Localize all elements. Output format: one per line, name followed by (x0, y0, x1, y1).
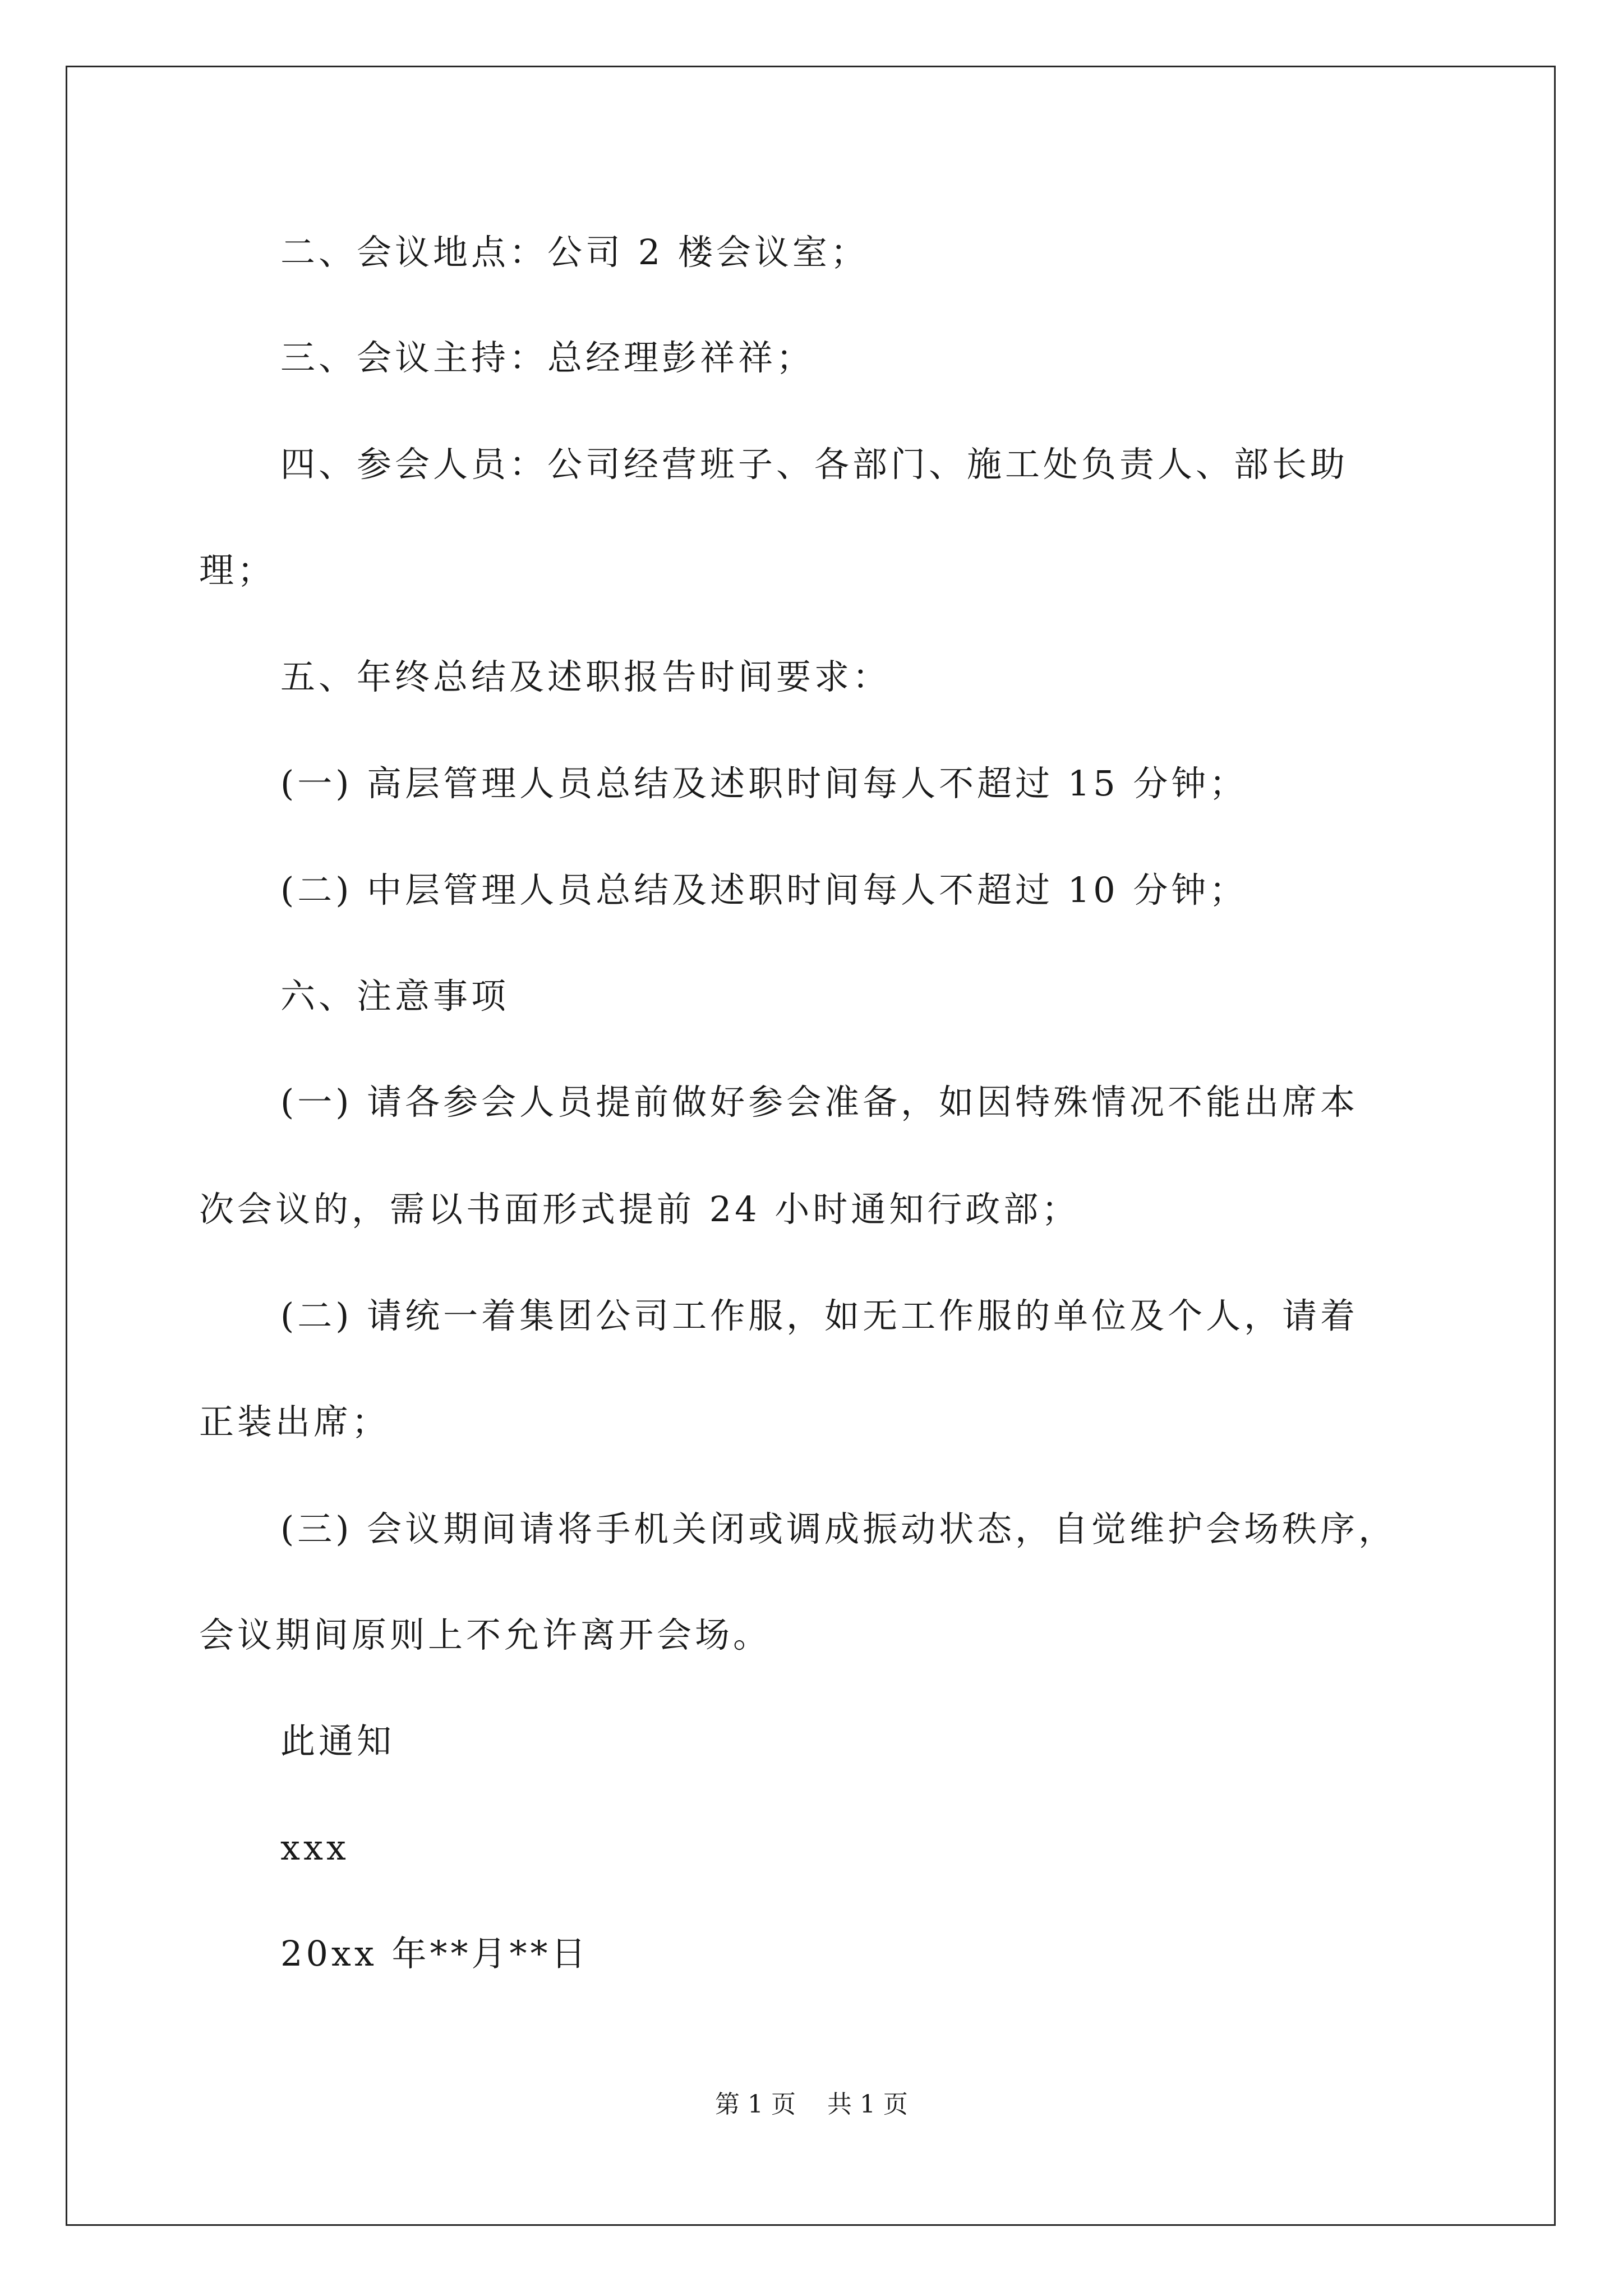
meeting-location-line: 二、会议地点：公司 2 楼会议室； (280, 232, 869, 273)
senior-management-time: (一) 高层管理人员总结及述职时间每人不超过 15 分钟； (280, 763, 1248, 804)
note-3-line-cont: 会议期间原则上不允许离开会场。 (199, 1614, 772, 1655)
note-1-line: (一) 请各参会人员提前做好参会准备，如因特殊情况不能出席本 (280, 1082, 1359, 1122)
page-footer: 第 1 页 共 1 页 (715, 2090, 908, 2119)
note-3-line: (三) 会议期间请将手机关闭或调成振动状态，自觉维护会场秩序， (280, 1508, 1397, 1549)
signature-name: xxx (280, 1827, 349, 1868)
attendees-line-cont: 理； (199, 550, 276, 591)
attendees-line: 四、参会人员：公司经营班子、各部门、施工处负责人、部长助 (280, 444, 1349, 485)
report-time-heading: 五、年终总结及述职报告时间要求： (280, 656, 891, 697)
note-2-line: (二) 请统一着集团公司工作服，如无工作服的单位及个人，请着 (280, 1295, 1359, 1336)
closing-notice: 此通知 (280, 1720, 395, 1761)
note-1-line-cont: 次会议的，需以书面形式提前 24 小时通知行政部； (199, 1189, 1080, 1230)
meeting-host-line: 三、会议主持：总经理彭祥祥； (280, 337, 815, 378)
page-border (66, 66, 1556, 2226)
note-2-line-cont: 正装出席； (199, 1401, 390, 1442)
middle-management-time: (二) 中层管理人员总结及述职时间每人不超过 10 分钟； (280, 869, 1248, 910)
notes-heading: 六、注意事项 (280, 976, 510, 1016)
signature-date: 20xx 年**月**日 (280, 1933, 589, 1974)
